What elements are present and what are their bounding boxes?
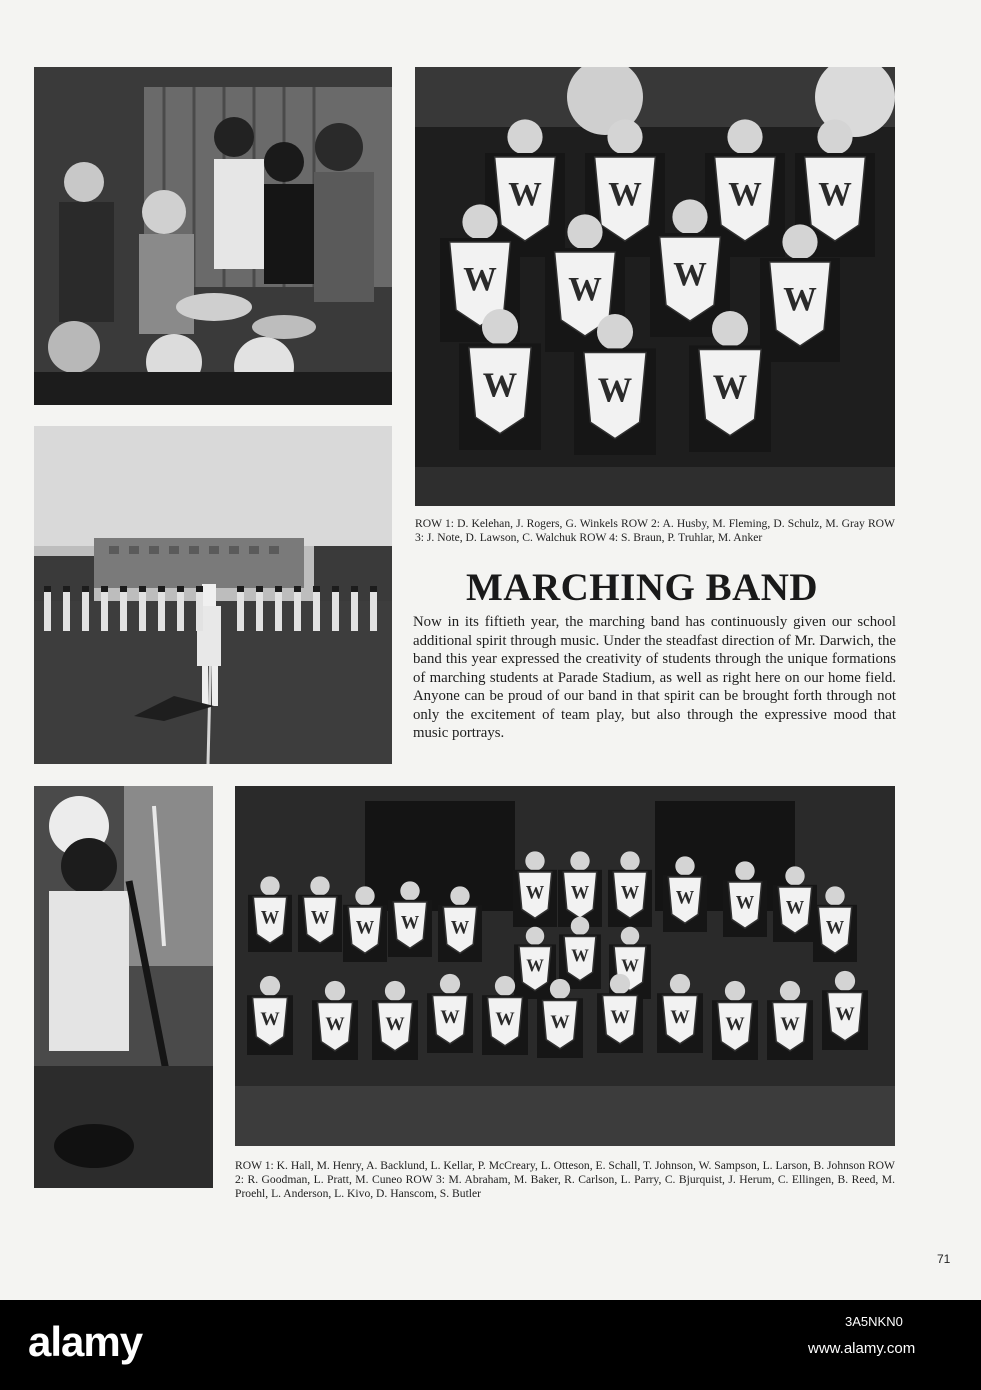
svg-text:W: W [550,1012,570,1034]
svg-text:W: W [450,917,470,938]
svg-text:W: W [400,912,420,933]
footer-url: www.alamy.com [808,1340,916,1357]
page-number: 71 [937,1252,951,1266]
svg-text:W: W [355,917,375,938]
svg-text:W: W [735,892,755,913]
svg-text:W: W [260,1009,280,1031]
svg-text:W: W [712,368,748,407]
drummers-photo [34,67,392,405]
page-title: MARCHING BAND [466,566,819,609]
svg-text:W: W [526,955,544,976]
svg-text:W: W [568,271,602,308]
svg-text:W: W [597,371,633,410]
svg-text:W: W [818,176,852,213]
svg-text:W: W [385,1014,405,1036]
woodwind-section-group-photo [235,786,895,1146]
svg-text:W: W [571,945,589,966]
svg-text:W: W [508,176,542,213]
svg-text:W: W [495,1009,515,1031]
bottom-photo-caption: ROW 1: K. Hall, M. Henry, A. Backlund, L. Kellar, P. McCreary, L. Otteson, E. Schall, T. Johnson, W. Sampson, L. Larson, B. Johnson ROW 2: R. Goodman, L. Pratt, M. Cuneo ROW 3: M. Abraham, M. Baker, R. Carlson, L. Parry, C. Bjurquist, J. Herum, C. Ellingen, B. Reed, M. Proehl, L. Anderson, L. Kivo, D. Hanscom, S. Butler [235,1159,895,1200]
svg-text:W: W [482,366,518,405]
svg-text:W: W [570,882,590,903]
clarinet-player-photo [34,786,213,1188]
top-photo-caption: ROW 1: D. Kelehan, J. Rogers, G. Winkels ROW 2: A. Husby, M. Fleming, D. Schulz, M. Gray ROW 3: J. Note, D. Lawson, C. Walchuk ROW 4: S. Braun, P. Truhlar, M. Anker [415,517,895,544]
svg-text:W: W [620,882,640,903]
svg-text:W: W [670,1007,690,1029]
svg-text:W: W [525,882,545,903]
svg-text:W: W [621,955,639,976]
svg-text:W: W [780,1014,800,1036]
svg-text:W: W [260,907,280,928]
svg-text:W: W [310,907,330,928]
brass-section-group-photo [415,67,895,506]
svg-text:W: W [440,1007,460,1029]
article-body: Now in its fiftieth year, the marching band has continuously given our school additional spirit through music. Under the steadfast direction of Mr. Darwich, the band this year expressed the creativity of students through the unique formations of marching students at Parade Stadium, as well as right here on our home field. Anyone can be proud of our band in that spirit can be brought forth through not only the excitement of team play, but also through the expressive mood that music portrays. [413,614,896,741]
svg-text:W: W [825,917,845,938]
svg-text:W: W [725,1014,745,1036]
svg-text:W: W [608,176,642,213]
svg-text:W: W [728,176,762,213]
svg-text:W: W [610,1007,630,1029]
svg-text:W: W [783,281,817,318]
footer-logo: alamy [28,1318,143,1365]
svg-text:W: W [675,887,695,908]
svg-text:W: W [785,897,805,918]
marching-field-photo [34,426,392,764]
svg-text:W: W [463,261,497,298]
svg-text:W: W [325,1014,345,1036]
watermark-footer [0,1300,981,1390]
svg-text:W: W [835,1004,855,1026]
footer-image-id: 3A5NKN0 [845,1314,903,1329]
svg-text:W: W [673,256,707,293]
